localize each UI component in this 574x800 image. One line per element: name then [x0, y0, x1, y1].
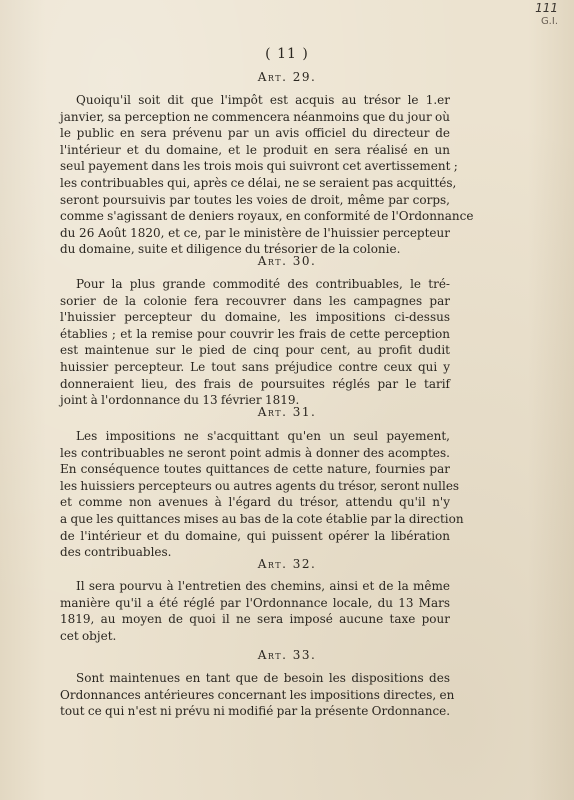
text-line: l'huissier percepteur du domaine, les impositions ci-dessus	[60, 310, 450, 325]
text-line: les contribuables qui, après ce délai, ne se seraient pas acquittés,	[60, 175, 457, 190]
text-line: Quoiqu'il soit dit que l'impôt est acquis au trésor le 1.er	[76, 93, 450, 107]
text-line: les contribuables ne seront point admis à donner des acomptes.	[60, 445, 450, 460]
text-line: comme s'agissant de deniers royaux, en conformité de l'Ordonnance	[60, 209, 474, 224]
text-line: seul payement dans les trois mois qui suivront cet avertissement ;	[60, 159, 458, 174]
article-30-title: Art. 30.	[257, 254, 317, 268]
text-line: Pour la plus grande commodité des contribuables, le tré-	[76, 277, 450, 291]
article-33-title: Art. 33.	[257, 648, 317, 662]
text-line: du domaine, suite et diligence du trésorier de la colonie.	[60, 242, 401, 257]
text-line: sorier de la colonie fera recouvrer dans les campagnes par	[60, 293, 450, 308]
text-line: le public en sera prévenu par un avis officiel du directeur de	[60, 126, 450, 141]
text-line: cet objet.	[60, 628, 117, 643]
text-line: Les impositions ne s'acquittant qu'en un seul payement,	[76, 429, 450, 443]
text-line: janvier, sa perception ne commencera néanmoins que du jour où	[60, 109, 450, 124]
text-line: de l'intérieur et du domaine, qui puissent opérer la libération	[60, 528, 450, 543]
article-33-text	[60, 670, 455, 720]
text-line: établies ; et la remise pour couvrir les frais de cette perception	[60, 326, 450, 341]
text-line: du 26 Août 1820, et ce, par le ministère de l'huissier percepteur	[60, 225, 450, 240]
text-line: huissier percepteur. Le tout sans préjudice contre ceux qui y	[60, 359, 450, 374]
text-line: joint à l'ordonnance du 13 février 1819.	[60, 393, 300, 408]
article-29-text	[60, 92, 474, 258]
article-29-title: Art. 29.	[257, 70, 317, 84]
text-line: a que les quittances mises au bas de la cote établie par la direction	[60, 511, 464, 526]
text-line: des contribuables.	[60, 545, 172, 560]
text-line: Sont maintenues en tant que de besoin les dispositions des	[76, 671, 450, 685]
article-32-text	[60, 578, 450, 644]
text-line: En conséquence toutes quittances de cette nature, fournies par	[60, 462, 450, 477]
article-31-title: Art. 31.	[257, 405, 317, 419]
text-line: seront poursuivis par toutes les voies de droit, même par corps,	[60, 192, 450, 207]
article-30-text	[60, 276, 450, 409]
text-line: Il sera pourvu à l'entretien des chemins, ainsi et de la même	[76, 579, 450, 593]
text-line: manière qu'il a été réglé par l'Ordonnance locale, du 13 Mars	[60, 595, 450, 610]
article-31-text	[60, 428, 464, 561]
article-32-title: Art. 32.	[257, 557, 317, 571]
text-line: tout ce qui n'est ni prévu ni modifié par la présente Ordonnance.	[60, 704, 451, 719]
page-number: ( 11 )	[265, 46, 309, 62]
folio-annotation	[535, 2, 558, 28]
text-line: et comme non avenues à l'égard du trésor, attendu qu'il n'y	[60, 495, 450, 510]
archive-stamp: G.I.	[540, 16, 558, 27]
text-line: les huissiers percepteurs ou autres agents du trésor, seront nulles	[60, 478, 460, 493]
text-line: Ordonnances antérieures concernant les impositions directes, en	[60, 687, 455, 702]
text-line: l'intérieur et du domaine, et le produit en sera réalisé en un	[60, 142, 450, 157]
folio-number: 111	[535, 1, 558, 15]
text-line: 1819, au moyen de quoi il ne sera imposé aucune taxe pour	[60, 612, 450, 627]
text-line: donneraient lieu, des frais de poursuites réglés par le tarif	[60, 376, 450, 391]
text-line: est maintenue sur le pied de cinq pour cent, au profit dudit	[60, 343, 450, 358]
